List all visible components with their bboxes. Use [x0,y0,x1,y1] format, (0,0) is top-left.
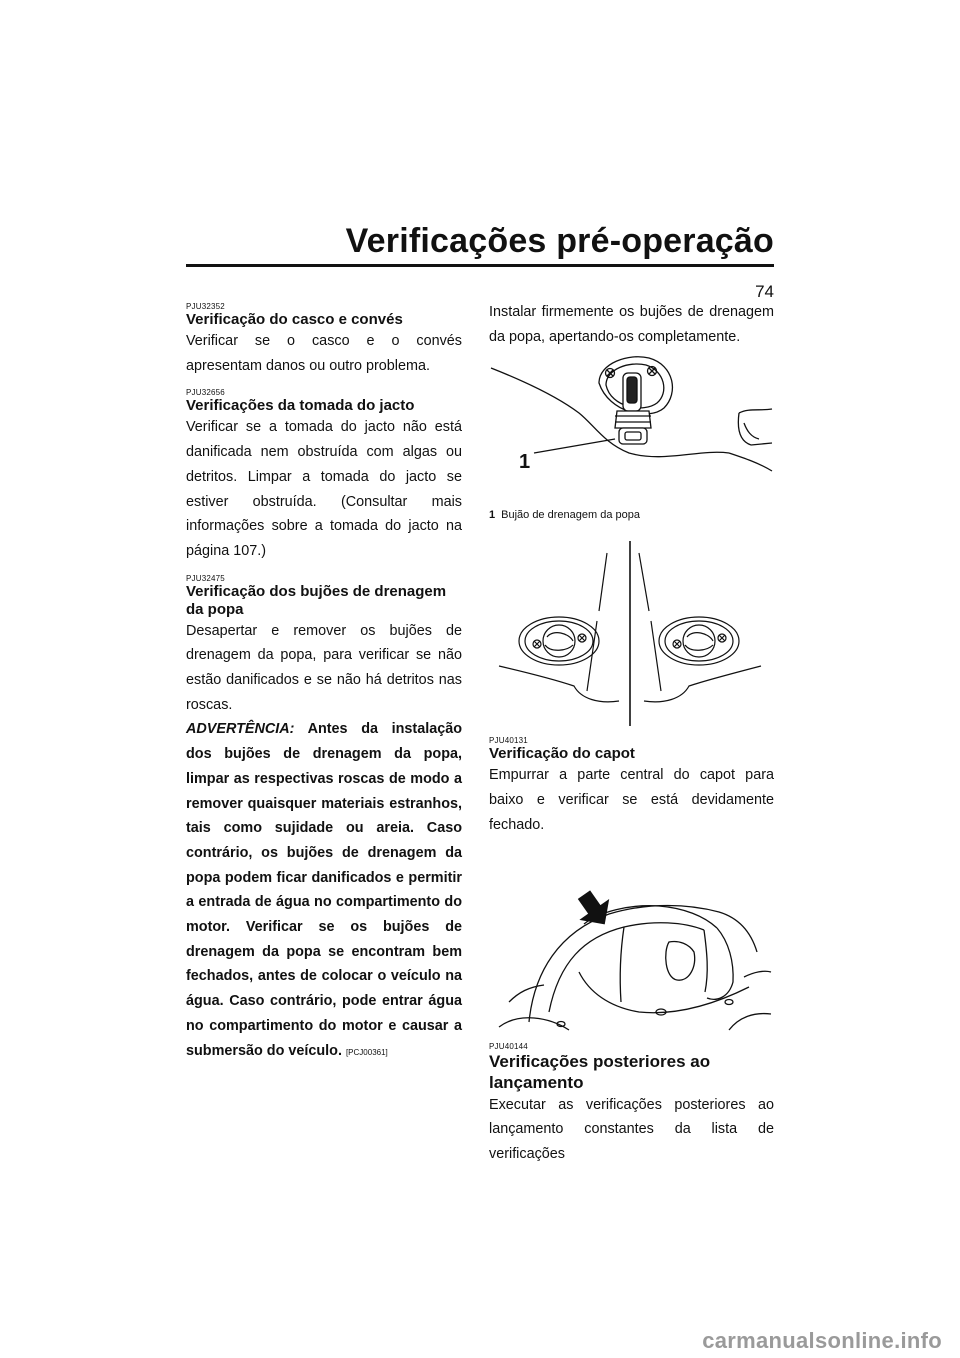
figure-callout-1: 1 [519,451,531,474]
header-rule [186,264,774,267]
section-body: Verificar se a tomada do jacto não está danificada nem obstruída com algas ou detritos. Limpar a tomada do jacto se estiver obstruída. (Consultar mais informações sobre a tomada do jacto na página 107.) [186,419,462,559]
figure-hood [489,852,774,1032]
warning-text: Antes da instalação dos bujões de drenagem da popa, limpar as respectivas roscas de modo a remover quaisquer materiais estranhos, tais como sujidade ou areia. Caso contrário, os bujões de drenagem da popa podem ficar danificados e permitir a entrada de água no compartimento do motor. Verificar se os bujões de drenagem da popa se encontram bem fechados, antes de colocar o veículo na água. Caso contrário, pode entrar água no compartimento do motor e causar a submersão do veículo. [186,721,462,1059]
section-hull-deck [186,302,462,378]
drain-plug-illustration [489,353,774,503]
section-heading: Verificação do capot [489,745,635,763]
page-header-title: Verificações pré-operação [345,222,774,260]
section-heading: Verificação dos bujões de drenagem da popa [186,582,447,618]
section-body: Empurrar a parte central do capot para baixo e verificar se está devidamente fechado. [489,767,774,833]
left-column [186,302,462,1065]
section-heading: Verificações da tomada do jacto [186,397,415,415]
section-drain-plugs [186,574,462,1066]
intro-paragraph: Instalar firmemente os bujões de drenagem da popa, apertando-os completamente. [489,304,774,345]
figure-drain-plug [489,353,774,527]
rear-drain-plugs-illustration [489,541,774,726]
hood-illustration [489,852,774,1032]
page-number: 74 [755,282,774,301]
push-arrow-icon [570,885,618,933]
section-hood [489,736,774,837]
section-post-launch [489,1042,774,1167]
section-code: PJU32352 [186,302,225,311]
right-column [489,300,774,1167]
figure-caption: 1 Bujão de drenagem da popa [489,509,640,522]
section-body: Desapertar e remover os bujões de drenagem da popa, para verificar se não estão danificados e se não há detritos nas roscas. [186,622,462,713]
section-body: Executar as verificações posteriores ao lançamento constantes da lista de verificações [489,1096,774,1162]
section-jet-intake [186,388,462,563]
section-code: PJU40144 [489,1041,528,1051]
section-body: Verificar se o casco e o convés apresentam danos ou outro problema. [186,333,462,374]
watermark: carmanualsonline.info [702,1328,942,1353]
warning-label: ADVERTÊNCIA: [186,721,295,738]
figure-drain-plugs-rear [489,541,774,726]
section-code: PJU32475 [186,573,225,583]
section-code: PJU40131 [489,736,528,746]
section-heading: Verificação do casco e convés [186,311,403,328]
section-heading: Verificações posteriores ao lançamento [489,1051,711,1092]
warning-ref: [PCJ00361] [345,1047,388,1057]
section-code: PJU32656 [186,388,225,398]
warning-paragraph [186,717,462,1065]
